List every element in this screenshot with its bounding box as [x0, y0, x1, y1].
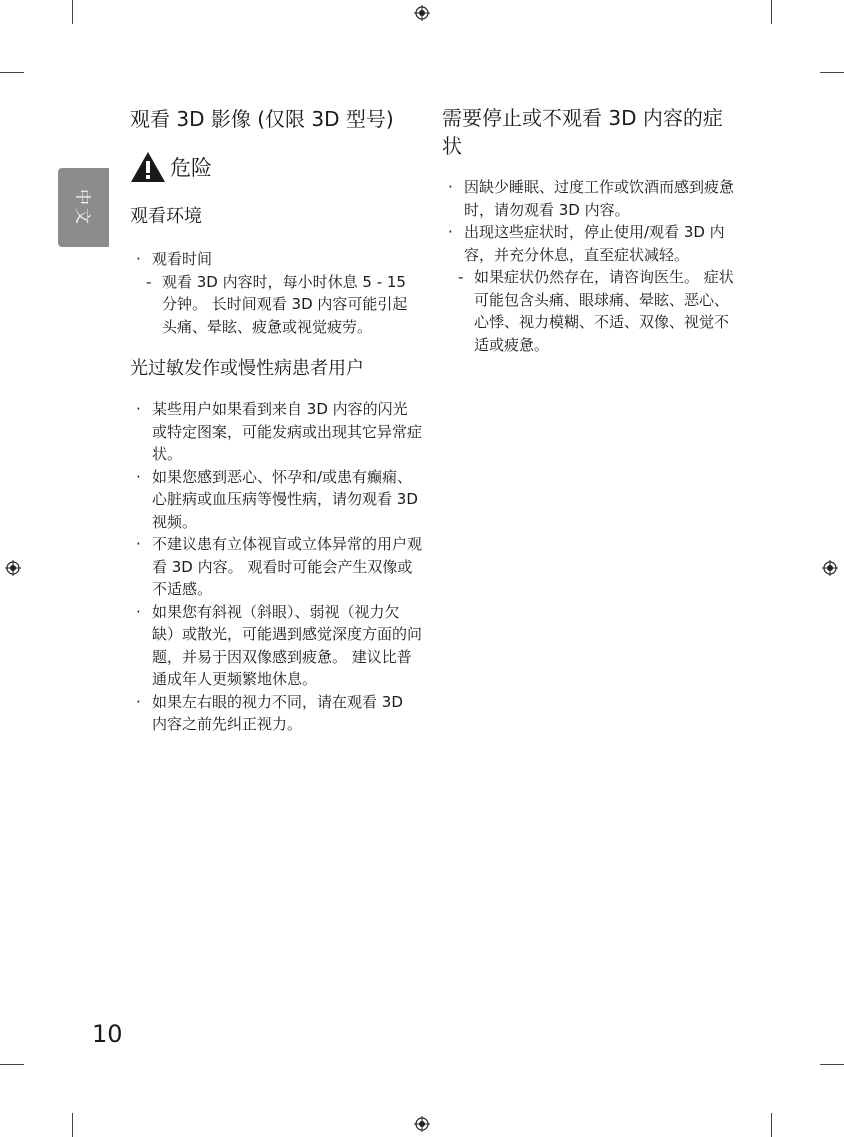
crop-mark — [0, 72, 24, 73]
list-item: - 如果症状仍然存在，请咨询医生。 症状可能包含头痛、眼球痛、晕眩、恶心、心悸、视力模糊、不适、双像、视觉不适或疲惫。 — [442, 266, 734, 356]
crop-mark — [72, 1113, 73, 1137]
list-item-text: 观看时间 — [152, 250, 213, 268]
danger-notice — [130, 150, 422, 184]
symptoms-heading: 需要停止或不观看 3D 内容的症状 — [442, 106, 723, 158]
symptoms-list — [442, 176, 734, 266]
page-title: 观看 3D 影像 (仅限 3D 型号) — [130, 107, 394, 131]
photo-list — [130, 398, 422, 736]
registration-mark-icon — [414, 1116, 430, 1132]
registration-mark-icon — [822, 560, 838, 576]
registration-mark-icon — [414, 5, 430, 21]
crop-mark — [0, 1064, 24, 1065]
list-item: · 如果您感到恶心、怀孕和/或患有癫痫、心脏病或血压病等慢性病，请勿观看 3D 视频。 — [130, 466, 422, 534]
env-sublist — [130, 271, 422, 339]
danger-label: 危险 — [170, 156, 212, 180]
language-tab-label: 中文 — [73, 188, 92, 227]
list-item: - 观看 3D 内容时，每小时休息 5 - 15 分钟。 长时间观看 3D 内容可能引起头痛、晕眩、疲惫或视觉疲劳。 — [130, 271, 422, 339]
list-item: · 不建议患有立体视盲或立体异常的用户观看 3D 内容。 观看时可能会产生双像或不适感。 — [130, 533, 422, 601]
crop-mark — [820, 72, 844, 73]
list-item: · 某些用户如果看到来自 3D 内容的闪光或特定图案，可能发病或出现其它异常症状。 — [130, 398, 422, 466]
env-list — [130, 248, 422, 338]
right-column — [442, 104, 734, 356]
page-number: 10 — [92, 1020, 123, 1048]
list-item: · 出现这些症状时，停止使用/观看 3D 内容，并充分休息，直至症状减轻。 — [442, 221, 734, 266]
language-tab — [58, 168, 109, 247]
list-item: · 因缺少睡眠、过度工作或饮酒而感到疲惫时，请勿观看 3D 内容。 — [442, 176, 734, 221]
left-column — [130, 104, 422, 736]
warning-triangle-icon — [130, 151, 166, 183]
crop-mark — [72, 0, 73, 24]
list-item: · 如果您有斜视（斜眼）、弱视（视力欠缺）或散光，可能遇到感觉深度方面的问题，并易于因双像感到疲惫。 建议比普通成年人更频繁地休息。 — [130, 601, 422, 691]
list-item — [130, 248, 422, 338]
symptoms-sublist — [442, 266, 734, 356]
env-heading: 观看环境 — [130, 206, 202, 227]
crop-mark — [771, 0, 772, 24]
list-item: · 如果左右眼的视力不同，请在观看 3D 内容之前先纠正视力。 — [130, 691, 422, 736]
crop-mark — [820, 1064, 844, 1065]
crop-mark — [771, 1113, 772, 1137]
registration-mark-icon — [5, 560, 21, 576]
photo-heading: 光过敏发作或慢性病患者用户 — [130, 358, 364, 379]
